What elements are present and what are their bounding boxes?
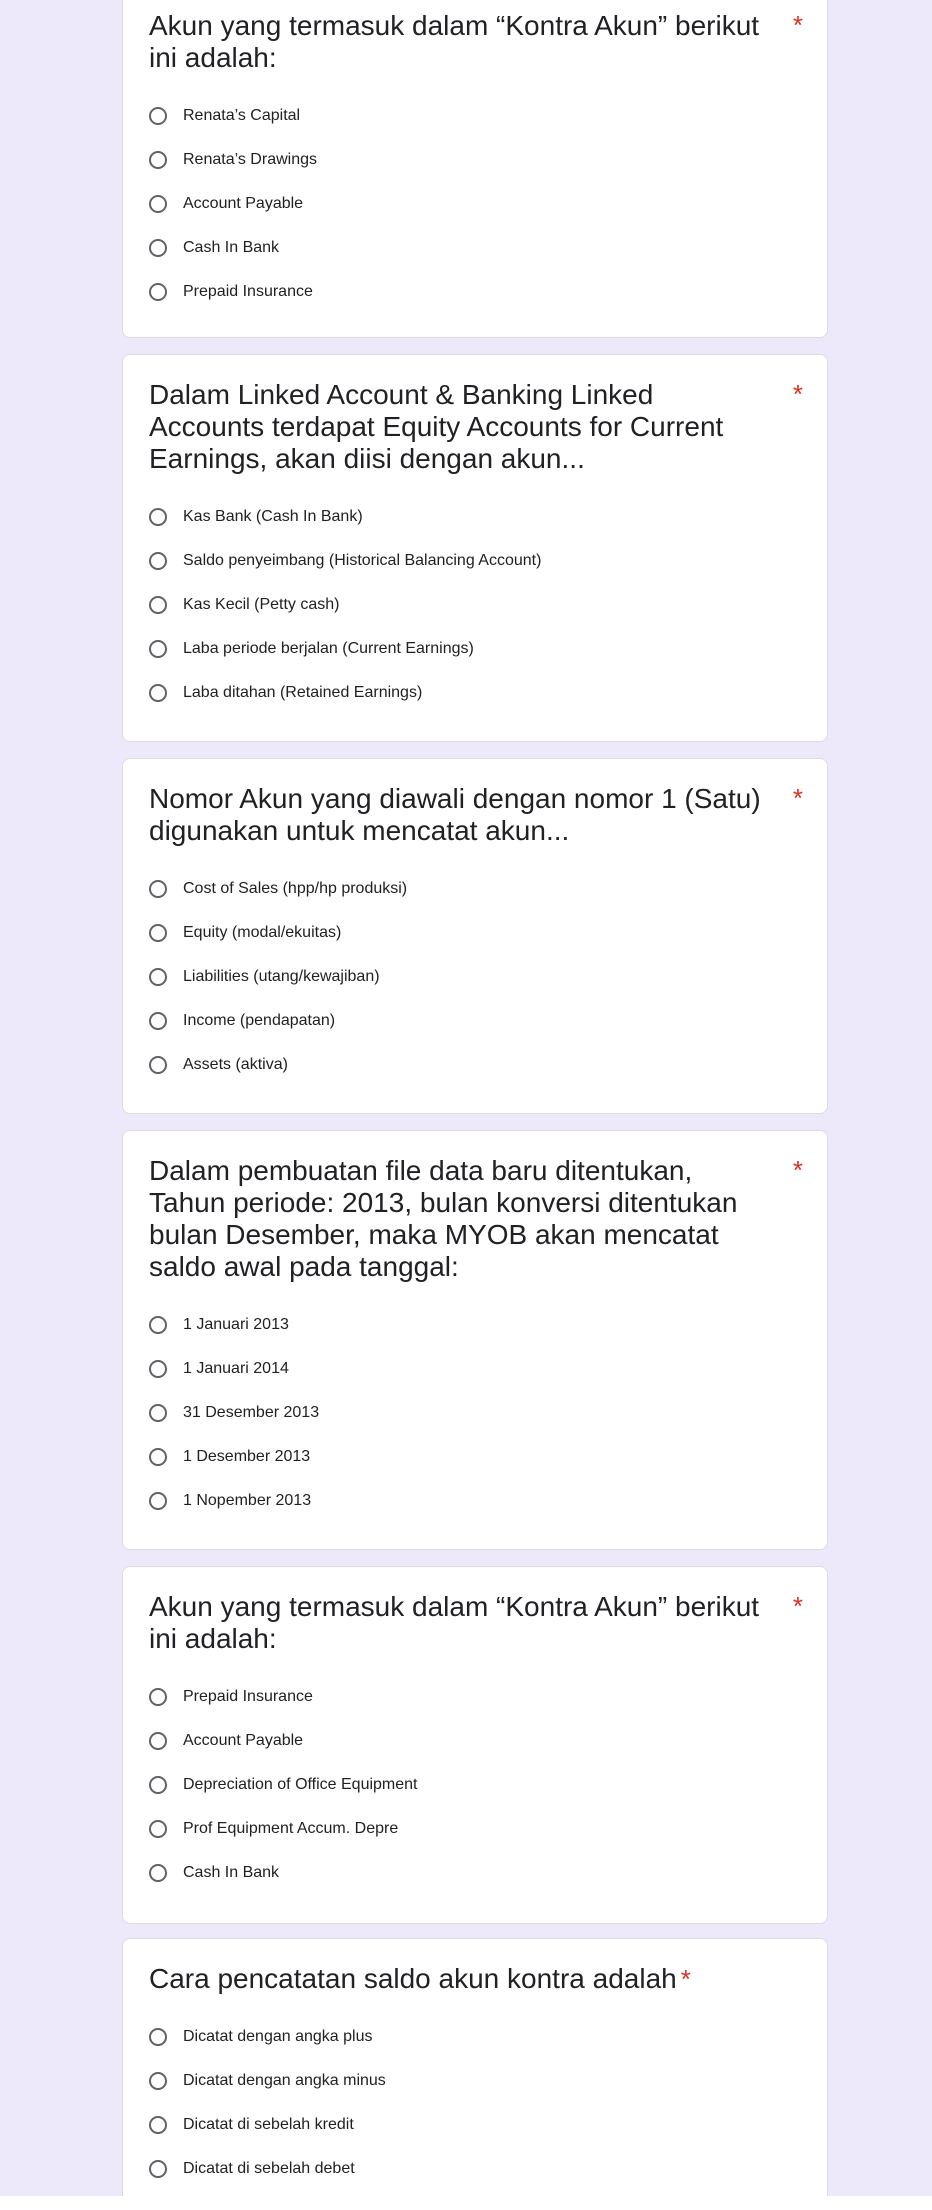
radio-button[interactable] (149, 596, 167, 614)
option-row[interactable] (149, 1807, 827, 1851)
radio-button[interactable] (149, 1404, 167, 1422)
option-row[interactable] (149, 2147, 827, 2191)
option-list (123, 2015, 827, 2191)
radio-button[interactable] (149, 1492, 167, 1510)
option-row[interactable] (149, 2103, 827, 2147)
option-label: Income (pendapatan) (183, 1012, 336, 1029)
radio-button[interactable] (149, 151, 167, 169)
question-title: Akun yang termasuk dalam “Kontra Akun” berikut ini adalah: (149, 10, 760, 73)
option-label: Cost of Sales (hpp/hp produksi) (183, 880, 408, 897)
option-row[interactable] (149, 583, 827, 627)
question-card-3 (122, 758, 828, 1114)
option-label: Cash In Bank (183, 1864, 280, 1881)
radio-button[interactable] (149, 880, 167, 898)
question-header (123, 1963, 827, 1995)
option-row[interactable] (149, 2059, 827, 2103)
option-label: Cash In Bank (183, 239, 280, 256)
question-card-4 (122, 1130, 828, 1550)
option-label: Kas Bank (Cash In Bank) (183, 508, 363, 525)
question-header (123, 783, 827, 847)
option-label: Renata’s Capital (183, 107, 301, 124)
radio-button[interactable] (149, 1864, 167, 1882)
radio-button[interactable] (149, 1688, 167, 1706)
radio-button[interactable] (149, 684, 167, 702)
question-title: Dalam pembuatan file data baru ditentukan, Tahun periode: 2013, bulan konversi ditentukan bulan Desember, maka MYOB akan mencatat saldo awal pada tanggal: (149, 1155, 738, 1282)
option-row[interactable] (149, 627, 827, 671)
radio-button[interactable] (149, 1448, 167, 1466)
option-row[interactable] (149, 1763, 827, 1807)
option-row[interactable] (149, 2015, 827, 2059)
question-header (123, 379, 827, 475)
option-list (123, 495, 827, 715)
radio-button[interactable] (149, 2116, 167, 2134)
option-label: 1 Januari 2014 (183, 1360, 289, 1377)
radio-button[interactable] (149, 640, 167, 658)
option-label: 1 Desember 2013 (183, 1448, 311, 1465)
radio-button[interactable] (149, 1012, 167, 1030)
option-label: Equity (modal/ekuitas) (183, 924, 342, 941)
option-label: Liabilities (utang/kewajiban) (183, 968, 380, 985)
required-asterisk: * (792, 1591, 803, 1621)
radio-button[interactable] (149, 239, 167, 257)
option-list (123, 94, 827, 314)
option-label: Dicatat di sebelah kredit (183, 2116, 354, 2133)
option-label: Laba periode berjalan (Current Earnings) (183, 640, 474, 657)
question-card-5 (122, 1566, 828, 1924)
radio-button[interactable] (149, 1776, 167, 1794)
option-row[interactable] (149, 226, 827, 270)
option-row[interactable] (149, 999, 827, 1043)
option-row[interactable] (149, 955, 827, 999)
radio-button[interactable] (149, 195, 167, 213)
question-title: Dalam Linked Account & Banking Linked Accounts terdapat Equity Accounts for Current Earnings, akan diisi dengan akun... (149, 379, 724, 474)
question-title (149, 1963, 773, 1995)
option-row[interactable] (149, 1043, 827, 1087)
question-card-2 (122, 354, 828, 742)
option-label: Laba ditahan (Retained Earnings) (183, 684, 423, 701)
option-row[interactable] (149, 1347, 827, 1391)
question-card-6 (122, 1938, 828, 2196)
radio-button[interactable] (149, 968, 167, 986)
option-label: Dicatat di sebelah debet (183, 2160, 355, 2177)
option-label: Account Payable (183, 1732, 304, 1749)
radio-button[interactable] (149, 107, 167, 125)
option-label: Account Payable (183, 195, 304, 212)
option-label: Renata’s Drawings (183, 151, 317, 168)
question-title: Nomor Akun yang diawali dengan nomor 1 (Satu) digunakan untuk mencatat akun... (149, 783, 761, 846)
option-label: Kas Kecil (Petty cash) (183, 596, 340, 613)
option-row[interactable] (149, 867, 827, 911)
question-title-text: Cara pencatatan saldo akun kontra adalah (149, 1963, 677, 1994)
option-row[interactable] (149, 1435, 827, 1479)
option-label: Dicatat dengan angka plus (183, 2028, 373, 2045)
option-label: Prof Equipment Accum. Depre (183, 1820, 399, 1837)
radio-button[interactable] (149, 2160, 167, 2178)
question-header (123, 10, 827, 74)
required-asterisk: * (680, 1964, 691, 1994)
option-label: Dicatat dengan angka minus (183, 2072, 386, 2089)
option-list (123, 867, 827, 1087)
option-row[interactable] (149, 138, 827, 182)
option-label: Assets (aktiva) (183, 1056, 288, 1073)
required-asterisk: * (792, 783, 803, 813)
option-row[interactable] (149, 495, 827, 539)
option-label: 1 Januari 2013 (183, 1316, 289, 1333)
question-header (123, 1155, 827, 1283)
option-row[interactable] (149, 182, 827, 226)
option-list (123, 1303, 827, 1523)
radio-button[interactable] (149, 1732, 167, 1750)
option-row[interactable] (149, 1391, 827, 1435)
option-row[interactable] (149, 911, 827, 955)
question-card-1 (122, 0, 828, 338)
option-row[interactable] (149, 1675, 827, 1719)
radio-button[interactable] (149, 2028, 167, 2046)
radio-button[interactable] (149, 1316, 167, 1334)
option-row[interactable] (149, 1851, 827, 1895)
radio-button[interactable] (149, 1820, 167, 1838)
option-label: Saldo penyeimbang (Historical Balancing Account) (183, 552, 542, 569)
radio-button[interactable] (149, 508, 167, 526)
option-label: 31 Desember 2013 (183, 1404, 320, 1421)
radio-button[interactable] (149, 283, 167, 301)
radio-button[interactable] (149, 1056, 167, 1074)
option-label: Prepaid Insurance (183, 1688, 313, 1705)
option-row[interactable] (149, 94, 827, 138)
required-asterisk: * (792, 379, 803, 409)
option-label: Prepaid Insurance (183, 283, 313, 300)
required-asterisk: * (792, 10, 803, 40)
option-row[interactable] (149, 671, 827, 715)
required-asterisk: * (792, 1155, 803, 1185)
option-row[interactable] (149, 1719, 827, 1763)
radio-button[interactable] (149, 1360, 167, 1378)
option-row[interactable] (149, 539, 827, 583)
option-row[interactable] (149, 1479, 827, 1523)
question-header (123, 1591, 827, 1655)
radio-button[interactable] (149, 552, 167, 570)
radio-button[interactable] (149, 2072, 167, 2090)
option-list (123, 1675, 827, 1895)
option-label: 1 Nopember 2013 (183, 1492, 312, 1509)
radio-button[interactable] (149, 924, 167, 942)
option-row[interactable] (149, 270, 827, 314)
question-title: Akun yang termasuk dalam “Kontra Akun” berikut ini adalah: (149, 1591, 760, 1654)
option-row[interactable] (149, 1303, 827, 1347)
option-label: Depreciation of Office Equipment (183, 1776, 418, 1793)
